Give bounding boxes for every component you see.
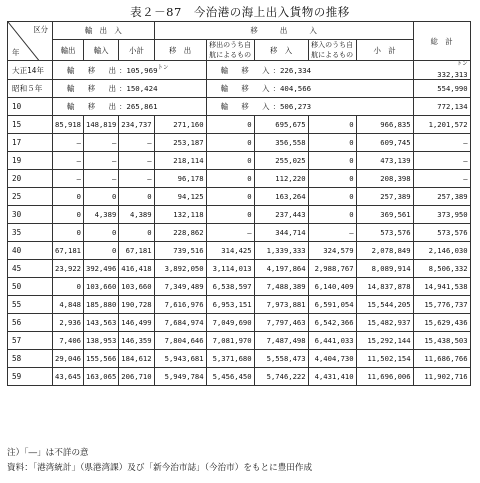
value-cell: 29,046 [53, 350, 84, 368]
value-cell: 4,389 [84, 206, 119, 224]
value-cell: 8,089,914 [356, 260, 413, 278]
value-cell: 67,181 [53, 242, 84, 260]
value-cell: 271,160 [154, 116, 206, 134]
year-cell: 10 [8, 98, 53, 116]
table-row [8, 206, 471, 224]
table-row [8, 242, 471, 260]
value-cell: 96,178 [154, 170, 206, 188]
value-cell: ― [84, 170, 119, 188]
corner-bottom-label: 年 [12, 48, 20, 57]
value-cell: 0 [206, 134, 254, 152]
value-cell: 573,576 [413, 224, 470, 242]
value-cell: 15,776,737 [413, 296, 470, 314]
value-cell: 7,081,970 [206, 332, 254, 350]
col-ishutsu-jiko: 移出のうち自航によるもの [206, 40, 254, 61]
value-cell: 7,406 [53, 332, 84, 350]
value-cell: 5,558,473 [254, 350, 308, 368]
value-cell: 5,456,450 [206, 368, 254, 386]
value-cell: ― [119, 170, 154, 188]
merged-row [8, 98, 471, 116]
value-cell: 344,714 [254, 224, 308, 242]
value-cell: ― [84, 134, 119, 152]
value-cell: 5,746,222 [254, 368, 308, 386]
corner-header [8, 22, 53, 61]
col-inyu-jiko: 移入のうち自航によるもの [308, 40, 356, 61]
value-cell: 2,988,767 [308, 260, 356, 278]
group-export-header: 輸 出 入 [53, 22, 155, 40]
value-cell: 7,684,974 [154, 314, 206, 332]
year-cell: 40 [8, 242, 53, 260]
value-cell: 7,049,690 [206, 314, 254, 332]
value-cell: 314,425 [206, 242, 254, 260]
value-cell: 43,645 [53, 368, 84, 386]
value-cell: 7,349,489 [154, 278, 206, 296]
total-header-label: 総 計 [430, 36, 453, 46]
value-cell: 6,441,033 [308, 332, 356, 350]
value-cell: 5,949,784 [154, 368, 206, 386]
value-cell: 0 [206, 170, 254, 188]
merged-export-label: 輸 移 出 [67, 102, 119, 111]
value-cell: 2,936 [53, 314, 84, 332]
table-row [8, 368, 471, 386]
value-cell: 1,339,333 [254, 242, 308, 260]
value-cell: 234,737 [119, 116, 154, 134]
corner-top-label: 区分 [33, 25, 48, 34]
value-cell: 369,561 [356, 206, 413, 224]
merged-export-label: 輸 移 出 [67, 84, 119, 93]
value-cell: 163,264 [254, 188, 308, 206]
col-ishutsu: 移 出 [154, 40, 206, 61]
merged-import-value: 226,334 [279, 65, 312, 75]
table-row [8, 116, 471, 134]
value-cell: 138,953 [84, 332, 119, 350]
value-cell: 15,482,937 [356, 314, 413, 332]
value-cell: 966,835 [356, 116, 413, 134]
value-cell: 0 [206, 152, 254, 170]
value-cell: ― [119, 134, 154, 152]
merged-export-value: 150,424 [126, 84, 158, 93]
table-row [8, 332, 471, 350]
value-cell: 0 [84, 224, 119, 242]
value-cell: 15,438,503 [413, 332, 470, 350]
value-cell: 253,187 [154, 134, 206, 152]
value-cell: 184,612 [119, 350, 154, 368]
value-cell: 15,629,436 [413, 314, 470, 332]
table-row [8, 260, 471, 278]
year-cell: 55 [8, 296, 53, 314]
value-cell: 237,443 [254, 206, 308, 224]
merged-export-cell: 輸 移 出：$105,969^{トン}$ [53, 61, 207, 80]
footnotes [7, 446, 312, 476]
year-cell: 20 [8, 170, 53, 188]
value-cell: 2,146,030 [413, 242, 470, 260]
year-cell: 45 [8, 260, 53, 278]
value-cell: 3,892,050 [154, 260, 206, 278]
value-cell: 7,487,498 [254, 332, 308, 350]
value-cell: 11,686,766 [413, 350, 470, 368]
merged-export-cell: 輸 移 出：265,861 [53, 98, 207, 116]
table-title: 表２－87 今治港の海上出入貨物の推移 [130, 5, 350, 19]
value-cell: 416,418 [119, 260, 154, 278]
value-cell: 0 [53, 188, 84, 206]
year-cell: 35 [8, 224, 53, 242]
year-cell: 昭和５年 [8, 80, 53, 98]
merged-import-cell: 輸 移 入：404,566 [206, 80, 413, 98]
value-cell: 148,819 [84, 116, 119, 134]
value-cell: 0 [308, 116, 356, 134]
value-cell: 94,125 [154, 188, 206, 206]
value-cell: 15,544,205 [356, 296, 413, 314]
table-row [8, 188, 471, 206]
value-cell: 14,837,878 [356, 278, 413, 296]
value-cell: 112,220 [254, 170, 308, 188]
value-cell: 14,941,538 [413, 278, 470, 296]
value-cell: ― [413, 134, 470, 152]
value-cell: 0 [308, 170, 356, 188]
year-cell: 59 [8, 368, 53, 386]
table-row [8, 224, 471, 242]
table-row [8, 296, 471, 314]
merged-row [8, 80, 471, 98]
value-cell: 228,862 [154, 224, 206, 242]
table-row [8, 350, 471, 368]
value-cell: 3,114,013 [206, 260, 254, 278]
year-cell: 50 [8, 278, 53, 296]
value-cell: 0 [206, 188, 254, 206]
merged-import-label: 輸 移 入 [220, 84, 273, 93]
year-cell: 56 [8, 314, 53, 332]
value-cell: 185,880 [84, 296, 119, 314]
table-row [8, 314, 471, 332]
col-yunyu: 輸入 [84, 40, 119, 61]
year-cell: 17 [8, 134, 53, 152]
note-line: 注）「―」は不詳の意 [7, 448, 89, 458]
value-cell: 4,848 [53, 296, 84, 314]
value-cell: 85,918 [53, 116, 84, 134]
value-cell: 67,181 [119, 242, 154, 260]
value-cell: 7,804,646 [154, 332, 206, 350]
year-cell: 大正14年 [8, 61, 53, 80]
merged-export-value: 265,861 [126, 102, 158, 111]
merged-import-cell: 輸 移 入：226,334 [206, 61, 413, 80]
merged-import-label: 輸 移 入 [220, 65, 273, 75]
value-cell: 206,710 [119, 368, 154, 386]
value-cell: 2,078,849 [356, 242, 413, 260]
value-cell: 4,431,410 [308, 368, 356, 386]
total-unit-label: トン [456, 61, 468, 67]
unit-label: トン [157, 64, 169, 71]
total-cell [413, 80, 470, 98]
table-row [8, 134, 471, 152]
total-value: 772,134 [437, 102, 468, 111]
value-cell: 0 [119, 188, 154, 206]
col-yushutsu: 輸出 [53, 40, 84, 61]
value-cell: 1,201,572 [413, 116, 470, 134]
value-cell: 6,953,151 [206, 296, 254, 314]
cargo-table [7, 21, 471, 386]
merged-export-label: 輸 移 出 [67, 65, 119, 75]
value-cell: 0 [308, 152, 356, 170]
value-cell: ― [84, 152, 119, 170]
value-cell: 7,797,463 [254, 314, 308, 332]
value-cell: ― [119, 152, 154, 170]
merged-export-cell: 輸 移 出：150,424 [53, 80, 207, 98]
value-cell: 11,696,006 [356, 368, 413, 386]
value-cell: 4,197,864 [254, 260, 308, 278]
value-cell: 6,538,597 [206, 278, 254, 296]
value-cell: 218,114 [154, 152, 206, 170]
value-cell: 6,591,054 [308, 296, 356, 314]
year-cell: 30 [8, 206, 53, 224]
value-cell: 255,025 [254, 152, 308, 170]
value-cell: 163,065 [84, 368, 119, 386]
year-cell: 57 [8, 332, 53, 350]
value-cell: 11,502,154 [356, 350, 413, 368]
value-cell: 257,389 [413, 188, 470, 206]
table-row [8, 152, 471, 170]
value-cell: 103,660 [119, 278, 154, 296]
year-cell: 19 [8, 152, 53, 170]
value-cell: 4,404,730 [308, 350, 356, 368]
value-cell: 11,902,716 [413, 368, 470, 386]
total-cell [413, 61, 470, 80]
value-cell: 573,576 [356, 224, 413, 242]
value-cell: 7,488,389 [254, 278, 308, 296]
col-inyu: 移 入 [254, 40, 308, 61]
value-cell: 373,950 [413, 206, 470, 224]
value-cell: 0 [119, 224, 154, 242]
value-cell: 143,563 [84, 314, 119, 332]
value-cell: 15,292,144 [356, 332, 413, 350]
value-cell: ― [413, 152, 470, 170]
value-cell: ― [206, 224, 254, 242]
source-line: 資料：「港湾統計」（県港湾課）及び「新今治市誌」（今治市）をもとに豊田作成 [7, 463, 313, 473]
value-cell: 473,139 [356, 152, 413, 170]
value-cell: 7,973,881 [254, 296, 308, 314]
value-cell: 190,728 [119, 296, 154, 314]
total-value: 332,313 [437, 70, 468, 79]
merged-import-value: 404,566 [279, 84, 312, 93]
year-cell: 58 [8, 350, 53, 368]
value-cell: 356,558 [254, 134, 308, 152]
value-cell: ― [53, 152, 84, 170]
value-cell: 8,506,332 [413, 260, 470, 278]
merged-row [8, 61, 471, 80]
value-cell: 23,922 [53, 260, 84, 278]
value-cell: 7,616,976 [154, 296, 206, 314]
value-cell: 146,499 [119, 314, 154, 332]
col-shokei1: 小計 [119, 40, 154, 61]
value-cell: ― [53, 134, 84, 152]
value-cell: 0 [308, 188, 356, 206]
value-cell: 6,140,409 [308, 278, 356, 296]
merged-import-cell: 輸 移 入：506,273 [206, 98, 413, 116]
value-cell: 609,745 [356, 134, 413, 152]
value-cell: 739,516 [154, 242, 206, 260]
value-cell: 4,389 [119, 206, 154, 224]
merged-export-value: 105,969 [126, 65, 158, 75]
year-cell: 15 [8, 116, 53, 134]
value-cell: 0 [84, 188, 119, 206]
group-transfer-header: 移 出 入 [154, 22, 413, 40]
value-cell: ― [308, 224, 356, 242]
value-cell: 5,371,680 [206, 350, 254, 368]
total-cell [413, 98, 470, 116]
value-cell: 0 [53, 224, 84, 242]
value-cell: 0 [206, 206, 254, 224]
value-cell: 324,579 [308, 242, 356, 260]
merged-import-value: 506,273 [279, 102, 312, 111]
value-cell: 695,675 [254, 116, 308, 134]
col-shokei2: 小 計 [356, 40, 413, 61]
value-cell: 103,660 [84, 278, 119, 296]
total-value: 554,990 [437, 84, 468, 93]
value-cell: 0 [308, 134, 356, 152]
table-row [8, 278, 471, 296]
value-cell: ― [413, 170, 470, 188]
value-cell: 208,398 [356, 170, 413, 188]
value-cell: 6,542,366 [308, 314, 356, 332]
value-cell: 0 [308, 206, 356, 224]
value-cell: ― [53, 170, 84, 188]
value-cell: 5,943,681 [154, 350, 206, 368]
total-header [413, 22, 470, 61]
value-cell: 146,359 [119, 332, 154, 350]
year-cell: 25 [8, 188, 53, 206]
value-cell: 0 [206, 116, 254, 134]
value-cell: 155,566 [84, 350, 119, 368]
value-cell: 0 [53, 278, 84, 296]
value-cell: 392,496 [84, 260, 119, 278]
table-row [8, 170, 471, 188]
value-cell: 0 [53, 206, 84, 224]
value-cell: 0 [84, 242, 119, 260]
merged-import-label: 輸 移 入 [220, 102, 273, 111]
value-cell: 257,389 [356, 188, 413, 206]
value-cell: 132,118 [154, 206, 206, 224]
